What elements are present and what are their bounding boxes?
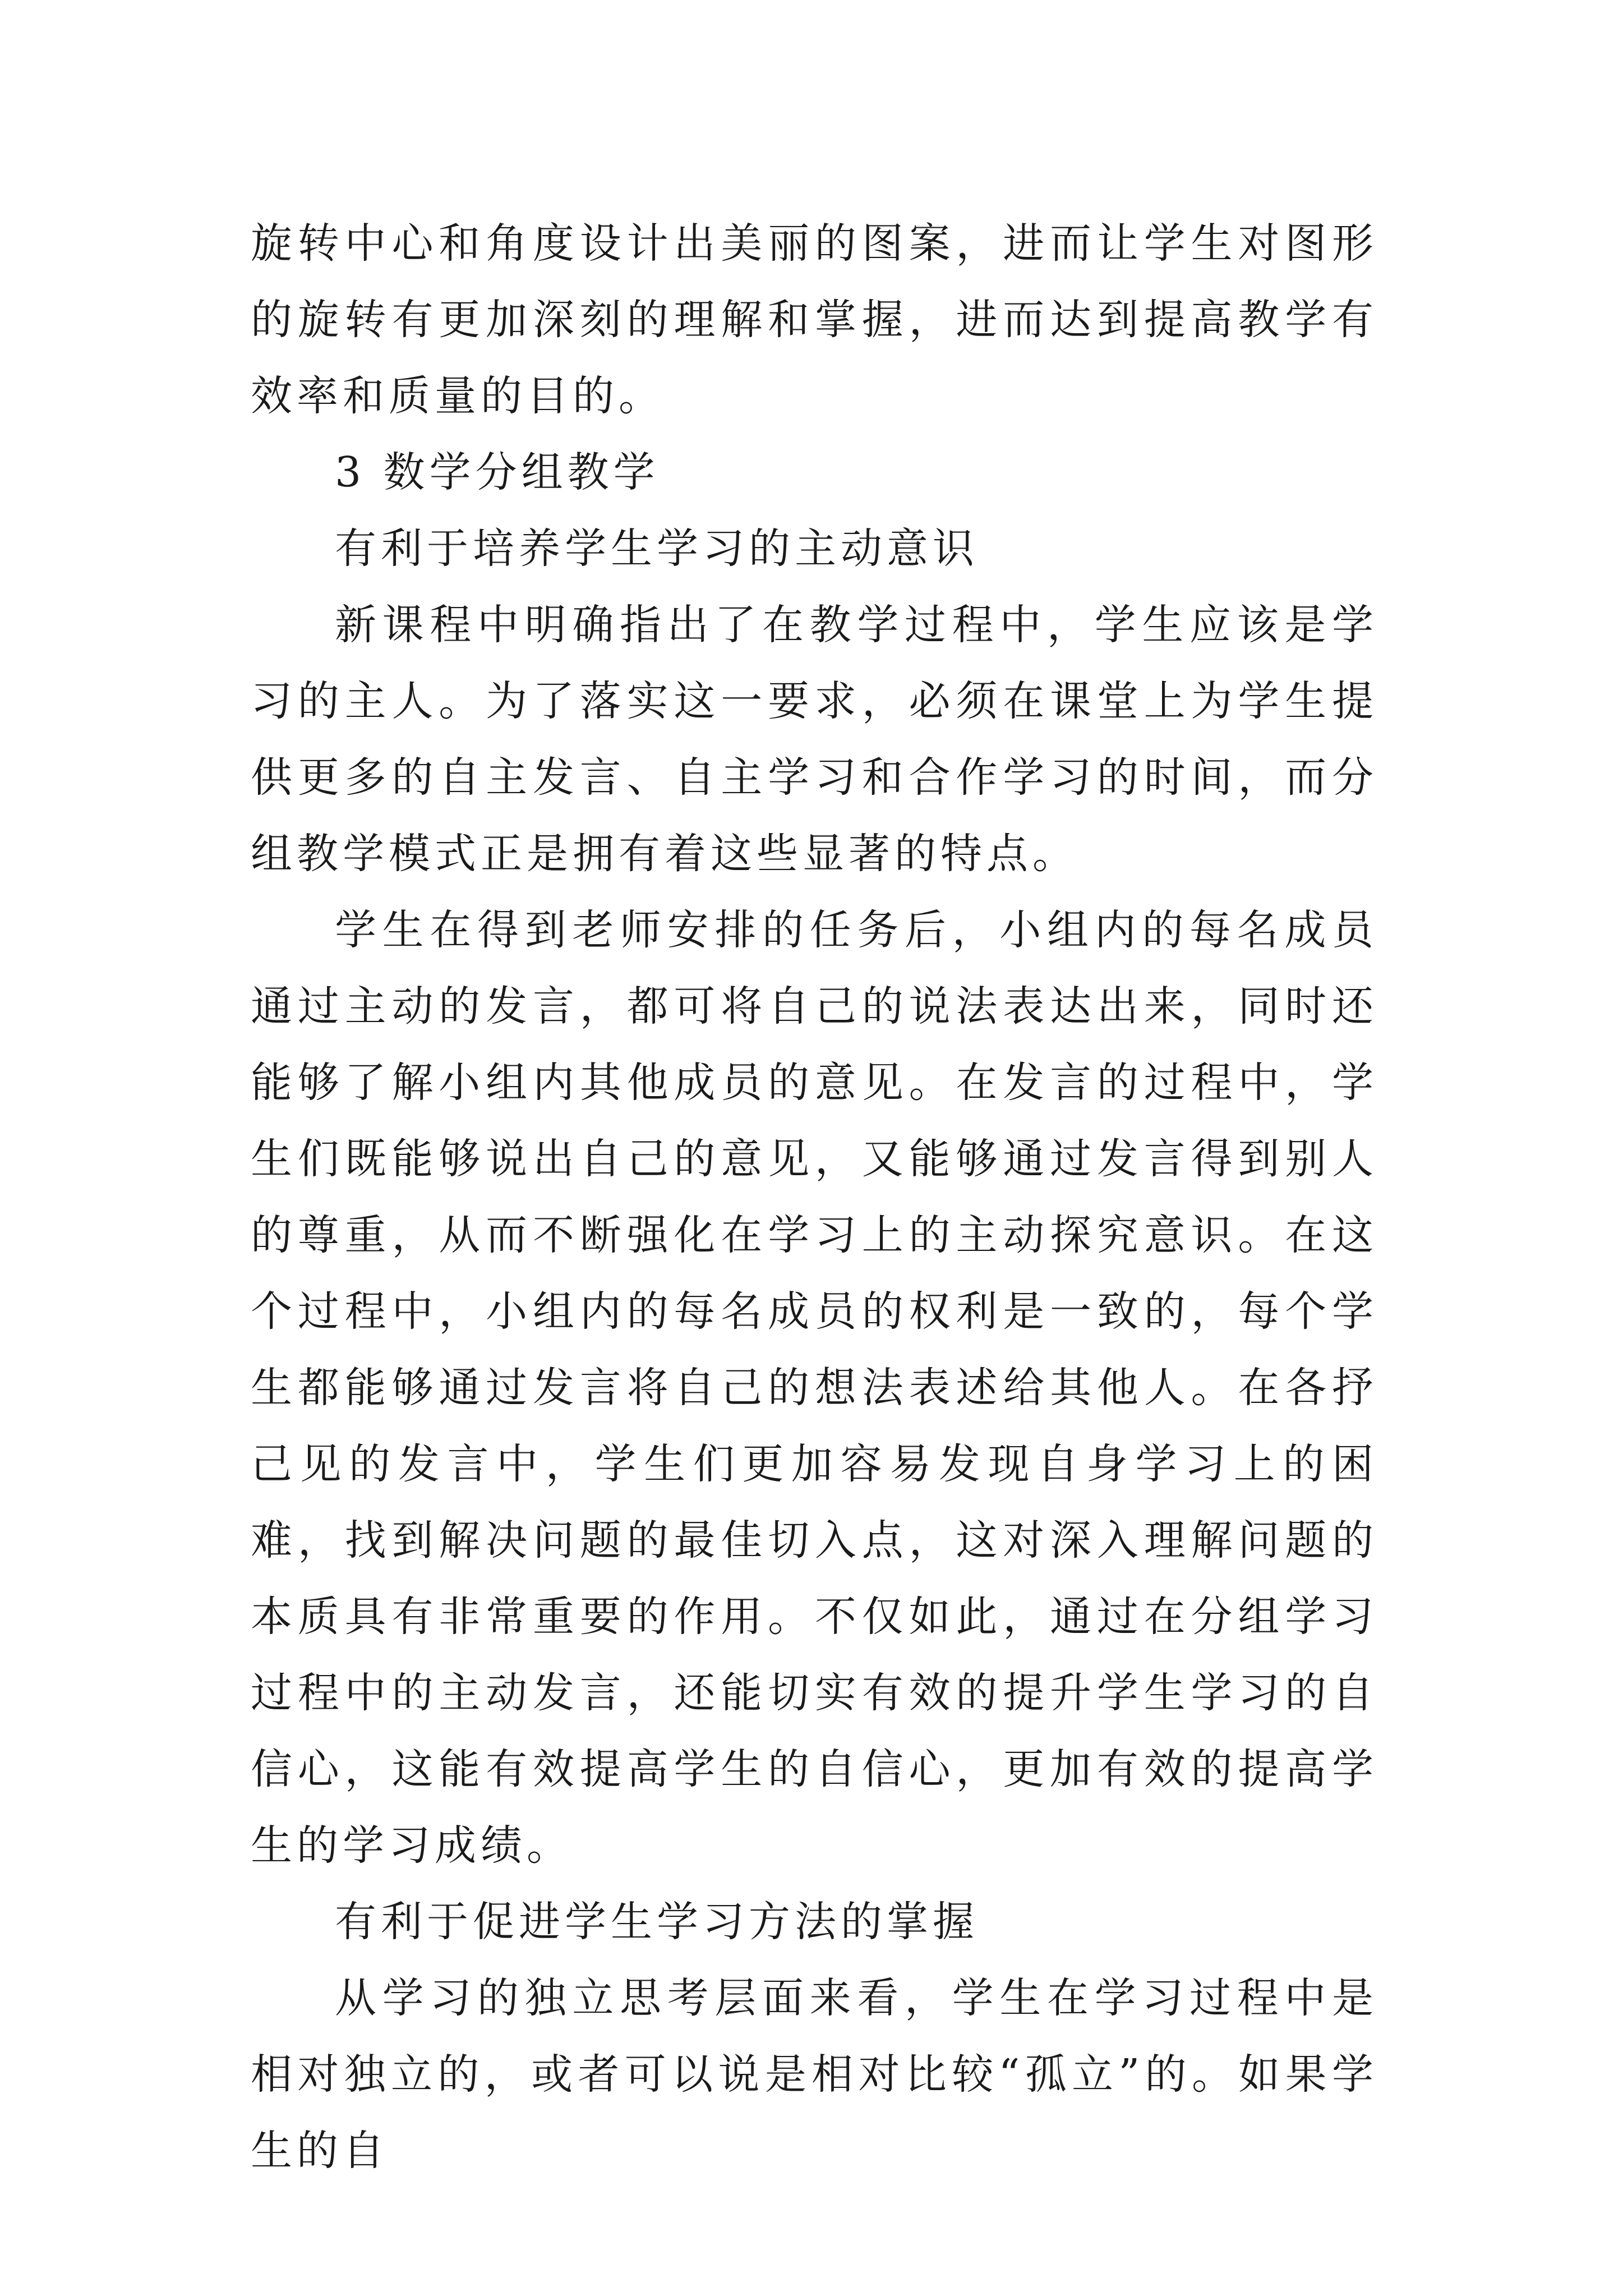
subsection-heading: 有利于促进学生学习方法的掌握 bbox=[335, 1898, 979, 1946]
paragraph-continuation: 旋转中心和角度设计出美丽的图案，进而让学生对图形的旋转有更加深刻的理解和掌握，进而达到提高教学有效率和质量的目的。 bbox=[251, 219, 1378, 420]
body-paragraph: 新课程中明确指出了在教学过程中，学生应该是学习的主人。为了落实这一要求，必须在课堂上为学生提供更多的自主发言、自主学习和合作学习的时间，而分组教学模式正是拥有着这些显著的特点。 bbox=[251, 601, 1378, 878]
subsection-heading: 有利于培养学生学习的主动意识 bbox=[335, 524, 979, 573]
document-body bbox=[251, 205, 1378, 2189]
body-paragraph: 学生在得到老师安排的任务后，小组内的每名成员通过主动的发言，都可将自己的说法表达出来，同时还能够了解小组内其他成员的意见。在发言的过程中，学生们既能够说出自己的意见，又能够通过发言得到别人的尊重，从而不断强化在学习上的主动探究意识。在这个过程中，小组内的每名成员的权利是一致的，每个学生都能够通过发言将自己的想法表述给其他人。在各抒己见的发言中，学生们更加容易发现自身学习上的困难，找到解决问题的最佳切入点，这对深入理解问题的本质具有非常重要的作用。不仅如此，通过在分组学习过程中的主动发言，还能切实有效的提升学生学习的自信心，这能有效提高学生的自信心，更加有效的提高学生的学习成绩。 bbox=[251, 906, 1378, 1870]
section-heading: 3 数学分组教学 bbox=[335, 448, 660, 496]
body-paragraph: 从学习的独立思考层面来看，学生在学习过程中是相对独立的，或者可以说是相对比较“孤立”的。如果学生的自 bbox=[251, 1974, 1378, 2175]
